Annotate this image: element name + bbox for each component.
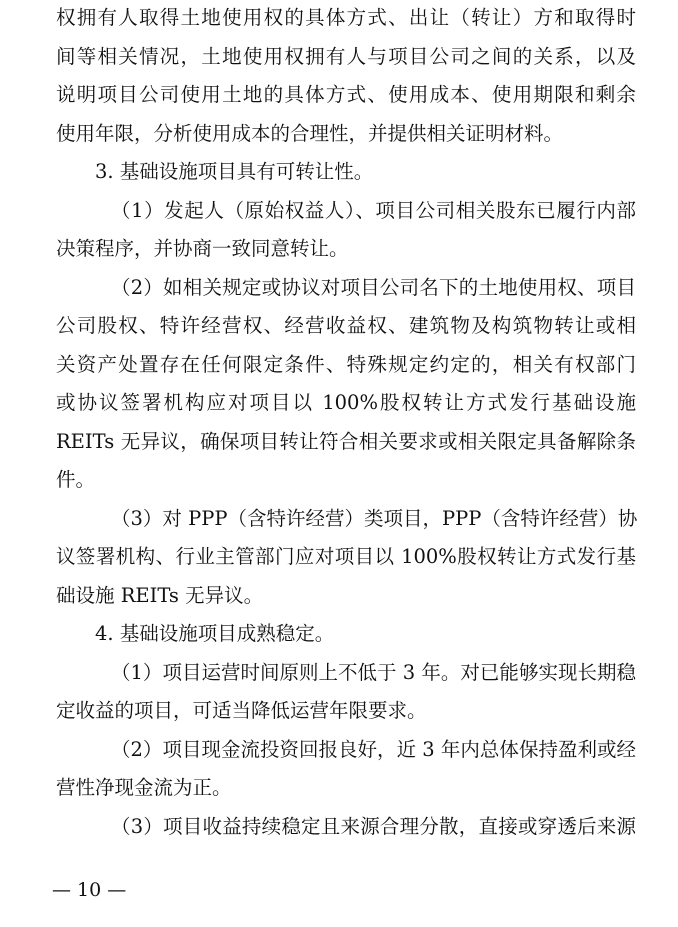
text-line: 件。 — [56, 468, 96, 491]
section-heading: 3. 基础设施项目具有可转让性。 — [95, 160, 374, 183]
text-line: （2）如相关规定或协议对项目公司名下的土地使用权、项目 — [111, 275, 636, 299]
text-line: （3）对 PPP（含特许经营）类项目，PPP（含特许经营）协 — [111, 506, 638, 530]
text-line: 公司股权、特许经营权、经营收益权、建筑物及构筑物转让或相 — [56, 314, 636, 337]
text-line: 使用年限，分析使用成本的合理性，并提供相关证明材料。 — [56, 121, 564, 145]
text-line: 定收益的项目，可适当降低运营年限要求。 — [56, 699, 427, 722]
text-line: 权拥有人取得土地使用权的具体方式、出让（转让）方和取得时 — [56, 6, 636, 29]
text-line: （1）项目运营时间原则上不低于 3 年。对已能够实现长期稳 — [111, 660, 636, 684]
text-line: 关资产处置存在任何限定条件、特殊规定约定的，相关有权部门 — [56, 352, 636, 376]
text-line: （3）项目收益持续稳定且来源合理分散，直接或穿透后来源 — [111, 814, 636, 838]
page-number: — 10 — — [52, 879, 127, 901]
text-line: （1）发起人（原始权益人）、项目公司相关股东已履行内部 — [111, 198, 636, 222]
text-line: REITs 无异议，确保项目转让符合相关要求或相关限定具备解除条 — [56, 429, 636, 453]
text-line: 营性净现金流为正。 — [56, 776, 232, 799]
section-heading: 4. 基础设施项目成熟稳定。 — [95, 622, 335, 645]
text-line: 决策程序，并协商一致同意转让。 — [56, 237, 349, 260]
text-line: 议签署机构、行业主管部门应对项目以 100%股权转让方式发行基 — [56, 545, 636, 568]
text-line: 或协议签署机构应对项目以 100%股权转让方式发行基础设施 — [56, 391, 636, 414]
text-line: （2）项目现金流投资回报良好，近 3 年内总体保持盈利或经 — [111, 737, 636, 761]
text-line: 说明项目公司使用土地的具体方式、使用成本、使用期限和剩余 — [56, 83, 636, 106]
text-line: 间等相关情况，土地使用权拥有人与项目公司之间的关系，以及 — [56, 44, 636, 68]
text-line: 础设施 REITs 无异议。 — [56, 583, 264, 607]
